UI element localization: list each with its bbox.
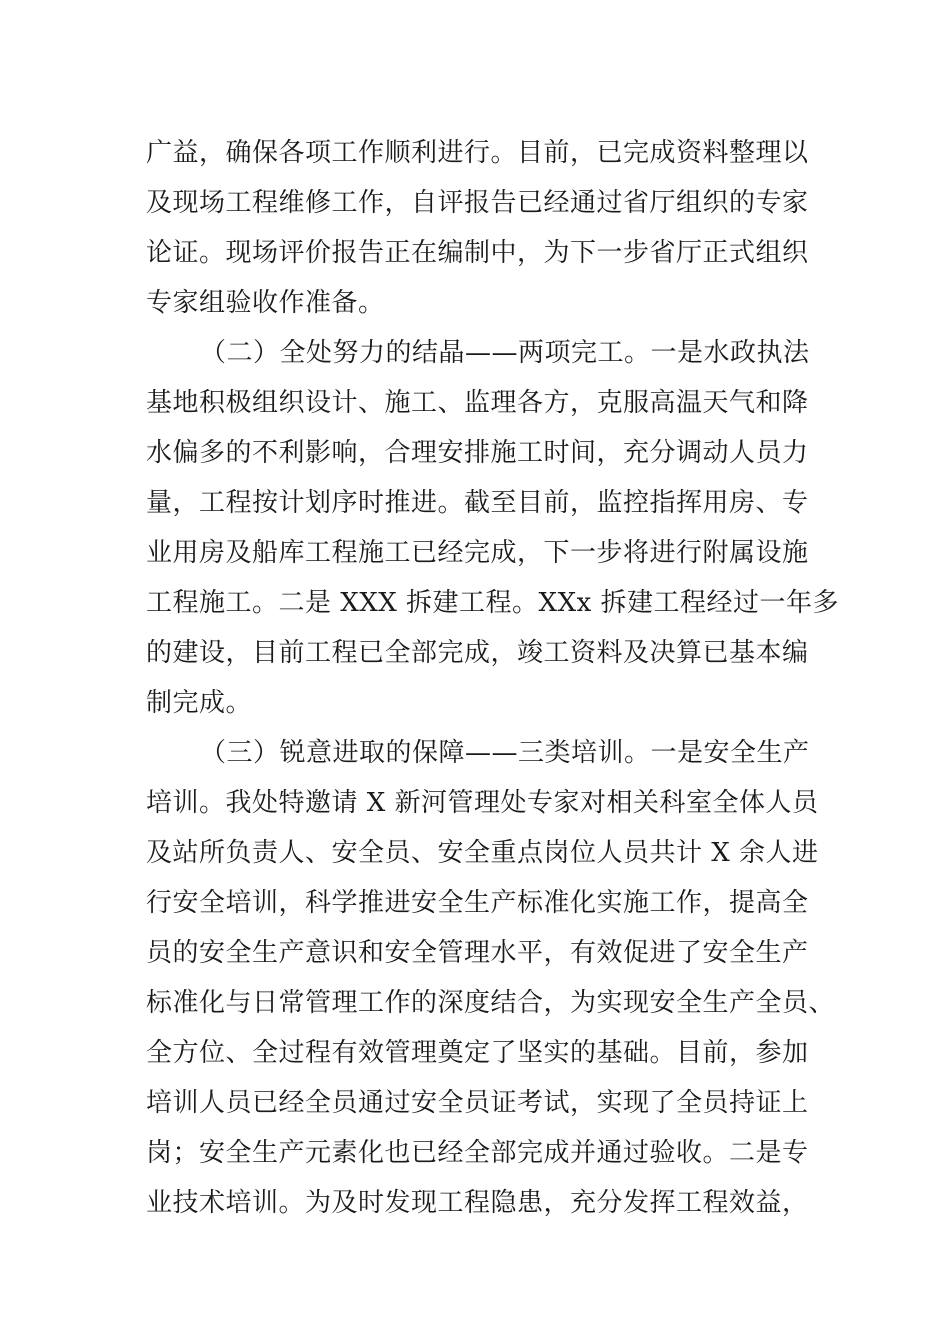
text-line: 水偏多的不利影响，合理安排施工时间，充分调动人员力 — [146, 438, 809, 468]
paragraph-heading-line: （三）锐意进取的保障——三类培训。一是安全生产 — [200, 738, 810, 768]
text-line: 量，工程按计划序时推进。截至目前，监控指挥用房、专 — [146, 488, 809, 518]
text-line: 的建设，目前工程已全部完成，竣工资料及决算已基本编 — [146, 638, 809, 668]
text-line: 岗；安全生产元素化也已经全部完成并通过验收。二是专 — [146, 1138, 809, 1168]
text-line: 员的安全生产意识和安全管理水平，有效促进了安全生产 — [146, 938, 809, 968]
text-line: 论证。现场评价报告正在编制中，为下一步省厅正式组织 — [146, 238, 809, 268]
text-line: 培训。我处特邀请 X 新河管理处专家对相关科室全体人员 — [146, 788, 819, 818]
paragraph-heading-line: （二）全处努力的结晶——两项完工。一是水政执法 — [200, 338, 810, 368]
text-line: 业用房及船库工程施工已经完成，下一步将进行附属设施 — [146, 538, 809, 568]
text-line: 基地积极组织设计、施工、监理各方，克服高温天气和降 — [146, 388, 809, 418]
text-line: 标准化与日常管理工作的深度结合，为实现安全生产全员、 — [146, 988, 836, 1018]
text-line: 业技术培训。为及时发现工程隐患，充分发挥工程效益， — [146, 1188, 809, 1218]
text-line: 及站所负责人、安全员、安全重点岗位人员共计 X 余人进 — [146, 838, 819, 868]
text-line: 专家组验收作准备。 — [146, 288, 385, 318]
text-line: 制完成。 — [146, 688, 253, 718]
text-line: 广益，确保各项工作顺利进行。目前，已完成资料整理以 — [146, 138, 809, 168]
text-line: 行安全培训，科学推进安全生产标准化实施工作，提高全 — [146, 888, 809, 918]
text-line: 培训人员已经全员通过安全员证考试，实现了全员持证上 — [146, 1088, 809, 1118]
text-line: 工程施工。二是 XXX 拆建工程。XXx 拆建工程经过一年多 — [146, 588, 840, 618]
text-line: 全方位、全过程有效管理奠定了坚实的基础。目前，参加 — [146, 1038, 809, 1068]
text-line: 及现场工程维修工作，自评报告已经通过省厅组织的专家 — [146, 188, 809, 218]
